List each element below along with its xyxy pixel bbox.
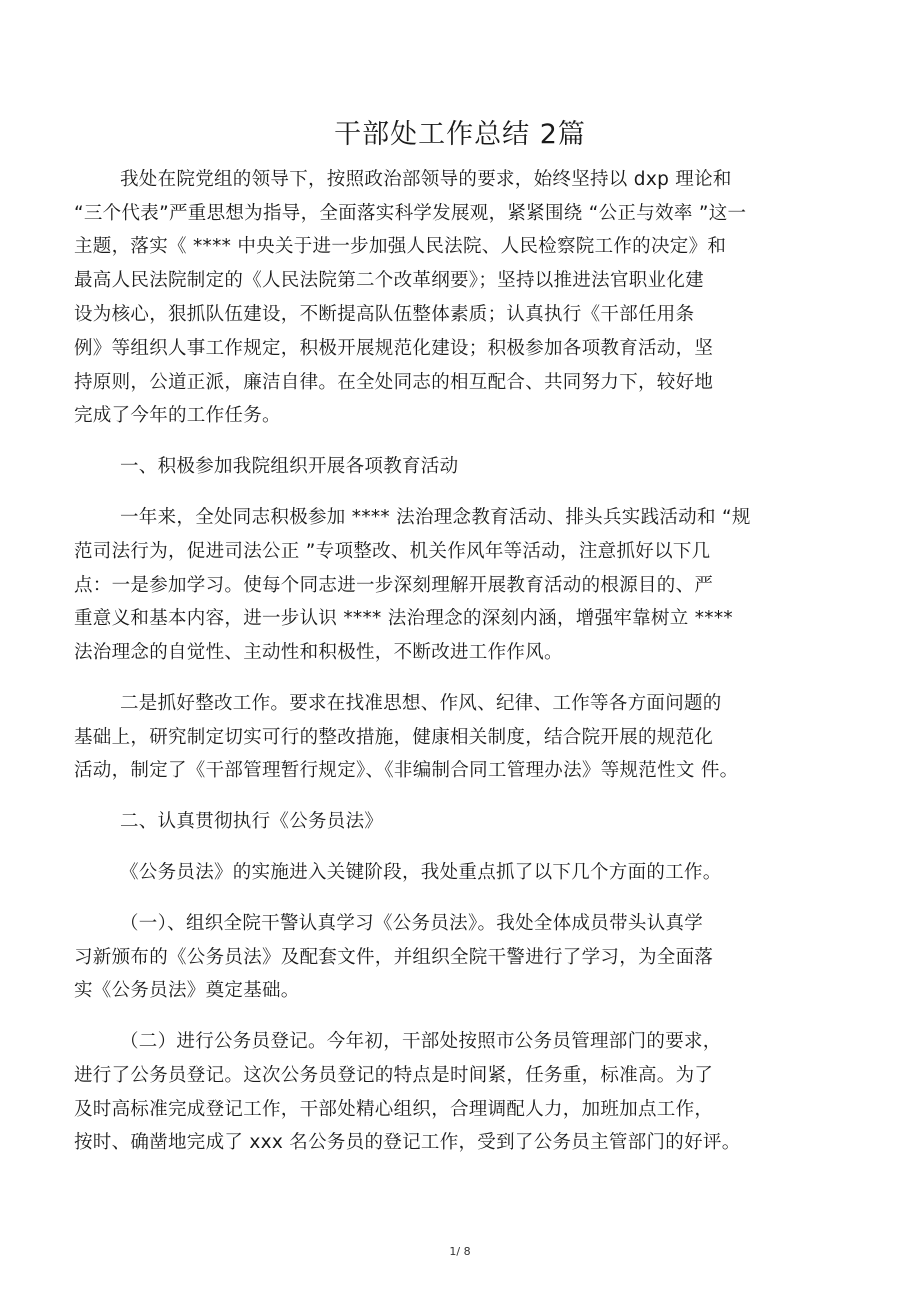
section-heading: 二、认真贯彻执行《公务员法》 xyxy=(120,811,384,832)
text-line: 例》等组织人事工作规定，积极开展规范化建设；积极参加各项教育活动，坚 xyxy=(74,338,714,359)
text-line: 最高人民法院制定的《人民法院第二个改革纲要》；坚持以推进法官职业化建 xyxy=(74,270,704,291)
section-heading: 一、积极参加我院组织开展各项教育活动 xyxy=(120,456,459,477)
text-line: 法治理念的自觉性、主动性和积极性，不断改进工作作风。 xyxy=(74,642,563,663)
text-line: 点：一是参加学习。使每个同志进一步深刻理解开展教育活动的根源目的、严 xyxy=(74,575,714,596)
text-line: 实《公务员法》奠定基础。 xyxy=(74,980,300,1001)
text-line: 范司法行为，促进司法公正 ”专项整改、机关作风年等活动，注意抓好以下几 xyxy=(74,541,711,562)
text-line: 完成了今年的工作任务。 xyxy=(74,405,281,426)
text-line: 按时、确凿地完成了 xxx 名公务员的登记工作，受到了公务员主管部门的好评。 xyxy=(74,1132,741,1153)
text-line: 活动，制定了《干部管理暂行规定》、《非编制合同工管理办法》等规范性文 件。 xyxy=(74,760,739,781)
page-number: 1/ 8 xyxy=(449,1245,471,1258)
text-line: 基础上，研究制定切实可行的整改措施，健康相关制度，结合院开展的规范化 xyxy=(74,727,714,748)
text-line: 重意义和基本内容，进一步认识 **** 法治理念的深刻内涵，增强牢靠树立 **** xyxy=(74,608,733,629)
text-line: 习新颁布的《公务员法》及配套文件，并组织全院干警进行了学习，为全面落 xyxy=(74,947,714,968)
text-line: 《公务员法》的实施进入关键阶段，我处重点抓了以下几个方面的工作。 xyxy=(120,862,722,883)
text-line: 一年来，全处同志积极参加 **** 法治理念教育活动、排头兵实践活动和 “规 xyxy=(120,507,751,528)
text-line: （二）进行公务员登记。今年初，干部处按照市公务员管理部门的要求， xyxy=(120,1031,722,1052)
text-line: 设为核心，狠抓队伍建设，不断提高队伍整体素质；认真执行《干部任用条 xyxy=(74,304,695,325)
text-line: “三个代表”严重思想为指导，全面落实科学发展观，紧紧围绕 “公正与效率 ”这一 xyxy=(74,203,747,224)
text-line: （一）、组织全院干警认真学习《公务员法》。我处全体成员带头认真学 xyxy=(120,913,704,934)
text-line: 进行了公务员登记。这次公务员登记的特点是时间紧，任务重，标准高。为了 xyxy=(74,1065,714,1086)
text-line: 主题，落实《 **** 中央关于进一步加强人民法院、人民检察院工作的决定》和 xyxy=(74,236,727,257)
text-line: 我处在院党组的领导下，按照政治部领导的要求，始终坚持以 dxp 理论和 xyxy=(120,169,732,190)
text-line: 持原则，公道正派，廉洁自律。在全处同志的相互配合、共同努力下，较好地 xyxy=(74,372,714,393)
text-line: 二是抓好整改工作。要求在找准思想、作风、纪律、工作等各方面问题的 xyxy=(120,693,722,714)
text-line: 及时高标准完成登记工作，干部处精心组织，合理调配人力，加班加点工作， xyxy=(74,1099,714,1120)
document-title: 干部处工作总结 2篇 xyxy=(334,119,586,150)
